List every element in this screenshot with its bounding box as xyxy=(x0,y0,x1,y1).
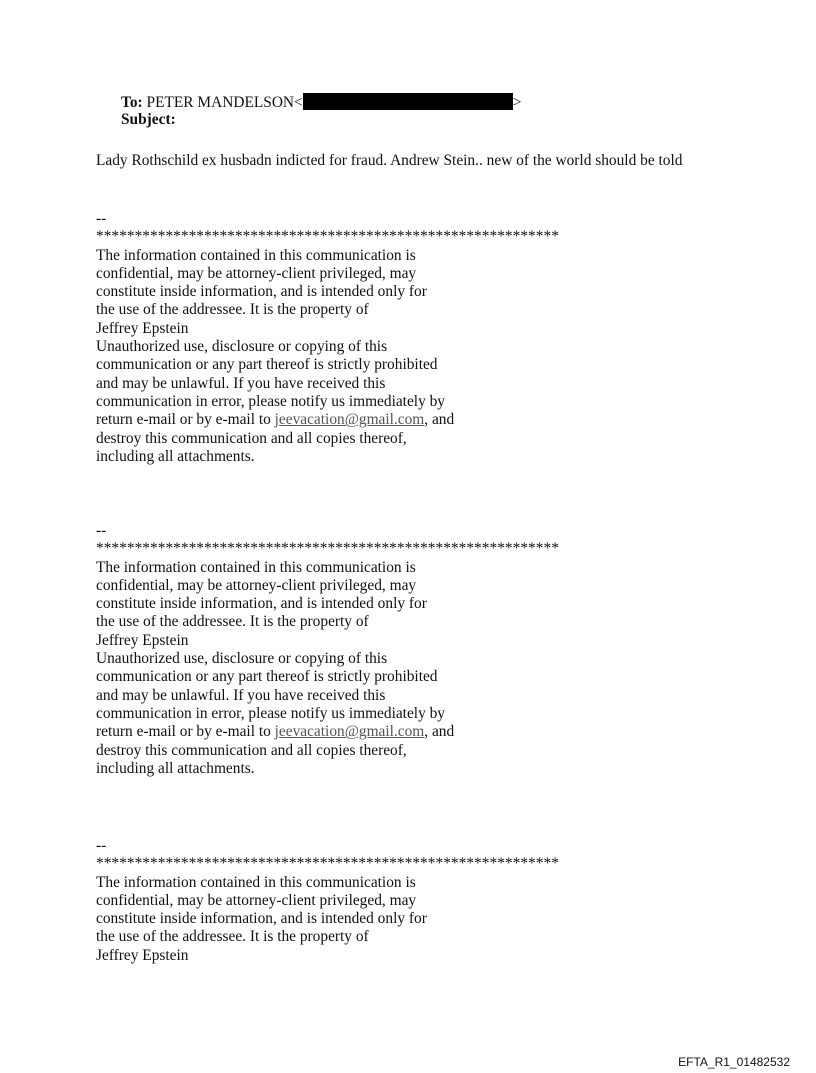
notice-line: confidential, may be attorney-client privileged, may xyxy=(96,264,417,282)
subject-line xyxy=(121,111,176,129)
notice-line: Jeffrey Epstein xyxy=(96,946,189,964)
notice-line-email xyxy=(96,411,576,429)
return-prefix: return e-mail or by e-mail to xyxy=(96,411,275,429)
notice-line: the use of the addressee. It is the property of xyxy=(96,928,369,946)
notice-line: and may be unlawful. If you have received this xyxy=(96,686,386,704)
notice-line: Jeffrey Epstein xyxy=(96,631,189,649)
document-id: EFTA_R1_01482532 xyxy=(678,1055,790,1069)
notice-line: communication in error, please notify us immediately by xyxy=(96,704,446,722)
return-suffix: , and xyxy=(424,723,455,741)
notice-line: including all attachments. xyxy=(96,447,255,465)
notice-line: communication in error, please notify us immediately by xyxy=(96,392,446,410)
to-close: > xyxy=(512,94,522,111)
notice-line: constitute inside information, and is intended only for xyxy=(96,595,427,613)
email-link[interactable]: jeevacation@gmail.com xyxy=(274,411,425,429)
sig-stars: ************************************************************ xyxy=(96,228,559,246)
notice-line: communication or any part thereof is strictly prohibited xyxy=(96,356,438,374)
notice-line: The information contained in this communication is xyxy=(96,558,416,576)
notice-line: The information contained in this communication is xyxy=(96,873,416,891)
to-label: To: xyxy=(121,94,143,111)
subject-label: Subject: xyxy=(121,111,176,128)
notice-line: constitute inside information, and is intended only for xyxy=(96,910,427,928)
sig-dashes: -- xyxy=(96,210,107,227)
to-line xyxy=(121,93,521,112)
notice-line: confidential, may be attorney-client privileged, may xyxy=(96,891,417,909)
notice-line: Unauthorized use, disclosure or copying of this xyxy=(96,650,388,668)
notice-line-email xyxy=(96,723,576,741)
return-suffix: , and xyxy=(424,411,455,429)
notice-line: including all attachments. xyxy=(96,759,255,777)
sig-dashes: -- xyxy=(96,522,107,539)
email-link[interactable]: jeevacation@gmail.com xyxy=(274,723,425,741)
confidentiality-notice xyxy=(96,210,576,466)
message-body: Lady Rothschild ex husbadn indicted for fraud. Andrew Stein.. new of the world should be told xyxy=(96,152,683,169)
redaction-bar xyxy=(303,93,513,110)
return-prefix: return e-mail or by e-mail to xyxy=(96,723,275,741)
confidentiality-notice xyxy=(96,837,576,965)
to-name: PETER MANDELSON< xyxy=(146,94,303,111)
notice-line: The information contained in this communication is xyxy=(96,246,416,264)
notice-line: the use of the addressee. It is the property of xyxy=(96,613,369,631)
notice-line: Unauthorized use, disclosure or copying of this xyxy=(96,338,388,356)
notice-line: Jeffrey Epstein xyxy=(96,319,189,337)
notice-line: and may be unlawful. If you have received this xyxy=(96,374,386,392)
sig-stars: ************************************************************ xyxy=(96,855,559,873)
notice-line: communication or any part thereof is strictly prohibited xyxy=(96,668,438,686)
confidentiality-notice xyxy=(96,522,576,778)
notice-line: confidential, may be attorney-client privileged, may xyxy=(96,576,417,594)
sig-dashes: -- xyxy=(96,837,107,854)
notice-line: destroy this communication and all copies thereof, xyxy=(96,429,407,447)
notice-line: the use of the addressee. It is the property of xyxy=(96,301,369,319)
notice-line: destroy this communication and all copies thereof, xyxy=(96,741,407,759)
sig-stars: ************************************************************ xyxy=(96,540,559,558)
notice-line: constitute inside information, and is intended only for xyxy=(96,283,427,301)
